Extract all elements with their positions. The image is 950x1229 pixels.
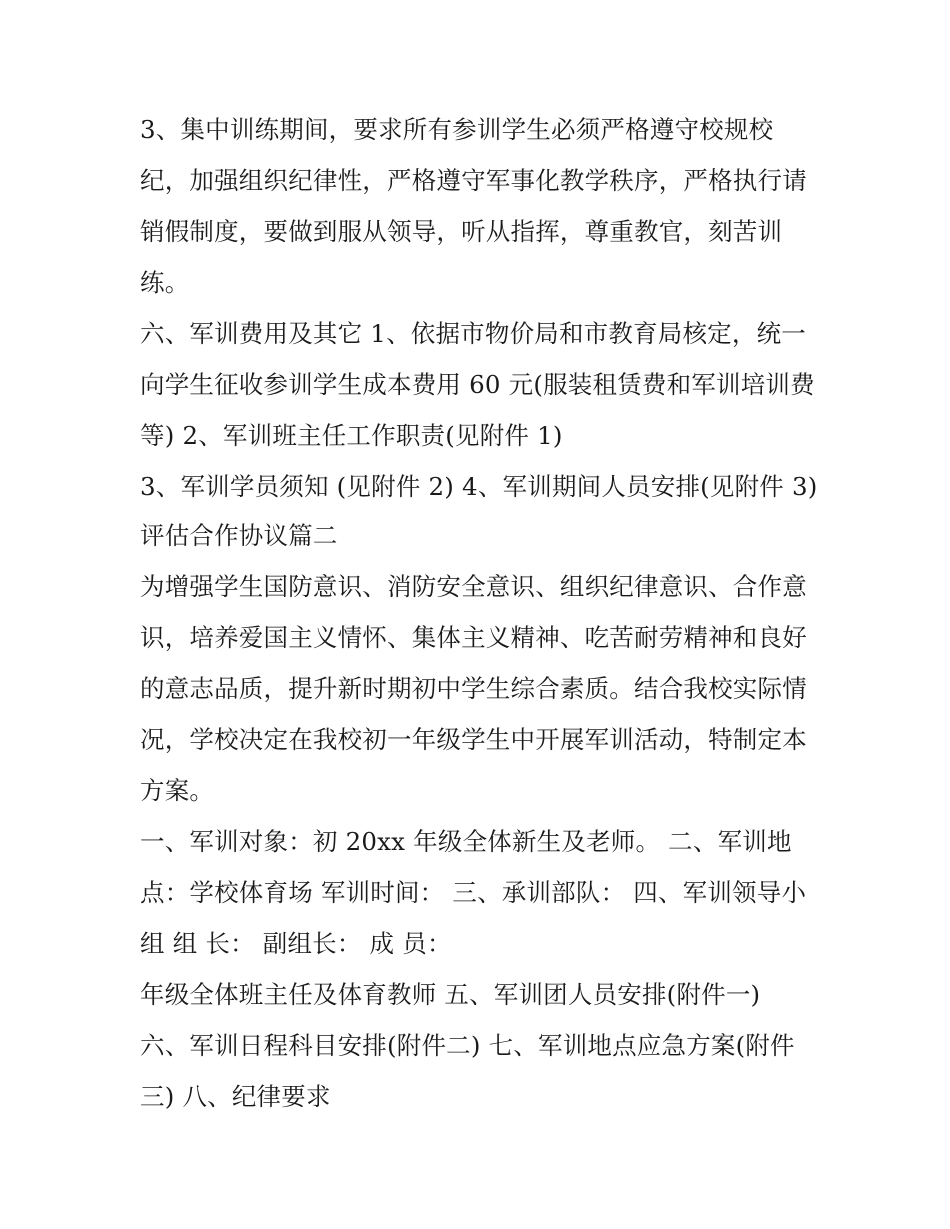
- text-line: 3、军训学员须知 (见附件 2) 4、军训期间人员安排(见附件 3): [140, 472, 818, 501]
- text-line: 六、军训日程科目安排(附件二) 七、军训地点应急方案(附件: [140, 1031, 795, 1060]
- text-line: 组 组 长： 副组长： 成 员：: [140, 929, 452, 958]
- text-line: 一、军训对象：初 20xx 年级全体新生及老师。 二、军训地: [140, 827, 792, 856]
- text-line: 识，培养爱国主义情怀、集体主义精神、吃苦耐劳精神和良好: [140, 623, 807, 652]
- text-line: 三) 八、纪律要求: [140, 1082, 331, 1111]
- text-line: 3、集中训练期间，要求所有参训学生必须严格遵守校规校: [140, 115, 774, 144]
- text-line: 年级全体班主任及体育教师 五、军训团人员安排(附件一): [140, 980, 761, 1009]
- text-line: 的意志品质，提升新时期初中学生综合素质。结合我校实际情: [140, 674, 807, 703]
- text-line: 练。: [140, 268, 190, 297]
- text-line: 况，学校决定在我校初一年级学生中开展军训活动，特制定本: [140, 725, 807, 754]
- text-line: 纪，加强组织纪律性，严格遵守军事化教学秩序，严格执行请: [140, 166, 807, 195]
- text-line: 等) 2、军训班主任工作职责(见附件 1): [140, 421, 563, 450]
- section-heading: 评估合作协议篇二: [140, 521, 338, 550]
- text-line: 为增强学生国防意识、消防安全意识、组织纪律意识、合作意: [140, 572, 807, 601]
- text-line: 向学生征收参训学生成本费用 60 元(服装租赁费和军训培训费: [140, 370, 815, 399]
- text-line: 点：学校体育场 军训时间： 三、承训部队： 四、军训领导小: [140, 878, 807, 907]
- text-line: 销假制度，要做到服从领导，听从指挥，尊重教官，刻苦训: [140, 217, 783, 246]
- text-line: 六、军训费用及其它 1、依据市物价局和市教育局核定，统一: [140, 319, 806, 348]
- text-line: 方案。: [140, 776, 215, 805]
